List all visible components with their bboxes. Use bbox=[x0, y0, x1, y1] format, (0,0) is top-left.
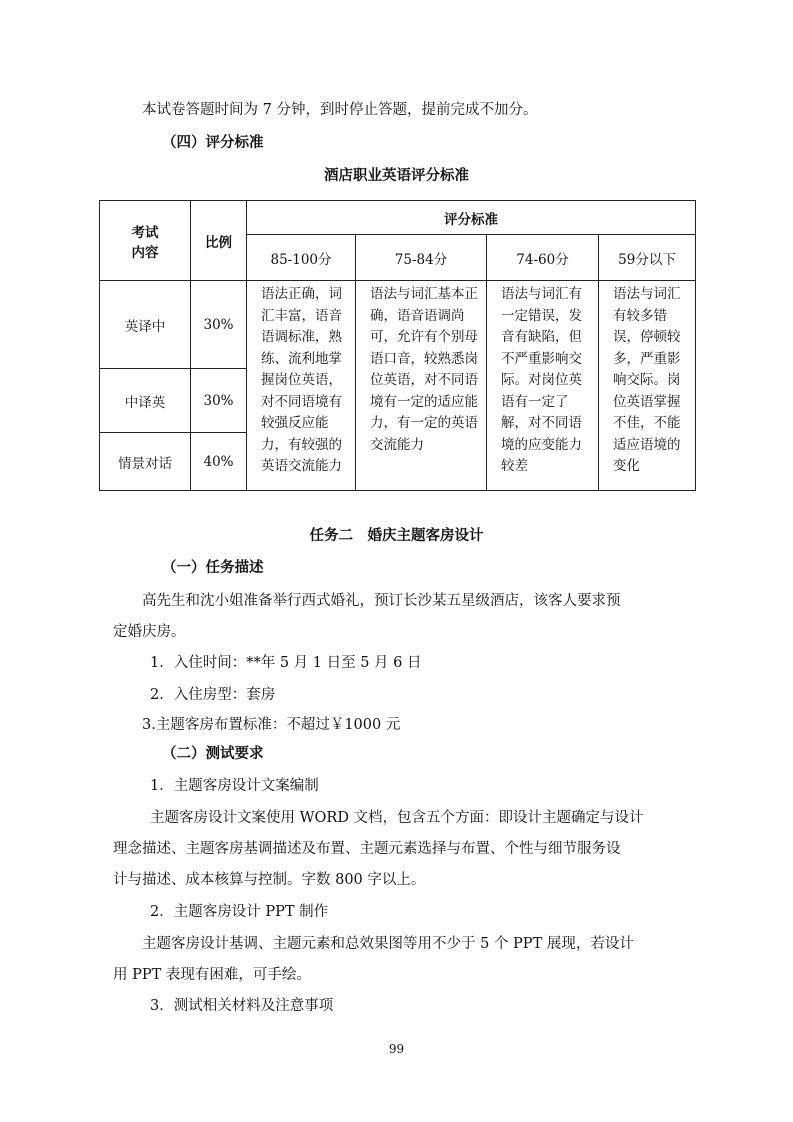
s1-heading: （一）任务描述 bbox=[162, 560, 264, 576]
level-1: 85-100分 bbox=[247, 235, 356, 281]
table-title: 酒店职业英语评分标准 bbox=[324, 168, 469, 184]
row-ratio-1: 30% bbox=[191, 281, 247, 369]
req2-line-2: 用 PPT 表现有困难，可手绘。 bbox=[113, 967, 311, 983]
desc-level-2: 语法与词汇基本正确，语音语调尚可，允许有个别母语口音，较熟悉岗位英语，对不同语境有一定的适应能力，有一定的英语交流能力 bbox=[356, 281, 487, 491]
item-1: 1．入住时间：**年 5 月 1 日至 5 月 6 日 bbox=[150, 655, 422, 671]
desc-level-4: 语法与词汇有较多错误，停顿较多，严重影响交际。岗位英语掌握不佳，不能适应语境的变化 bbox=[599, 281, 696, 491]
level-2: 75-84分 bbox=[356, 235, 487, 281]
section4-heading: （四）评分标准 bbox=[162, 135, 264, 151]
row-ratio-3: 40% bbox=[191, 433, 247, 491]
header-criteria: 评分标准 bbox=[247, 201, 696, 235]
req-1: 1．主题客房设计文案编制 bbox=[150, 778, 319, 794]
header-ratio: 比例 bbox=[191, 201, 247, 281]
row-ratio-2: 30% bbox=[191, 369, 247, 433]
desc-level-3: 语法与词汇有一定错误，发音有缺陷，但不严重影响交际。对岗位英语有一定了解，对不同语境的应变能力较差 bbox=[487, 281, 599, 491]
req1-line-3: 计与描述、成本核算与控制。字数 800 字以上。 bbox=[113, 872, 426, 888]
desc-line-1: 高先生和沈小姐准备举行西式婚礼，预订长沙某五星级酒店，该客人要求预 bbox=[142, 593, 621, 609]
desc-line-2: 定婚庆房。 bbox=[113, 624, 186, 640]
grading-table bbox=[99, 200, 696, 491]
level-4: 59分以下 bbox=[599, 235, 696, 281]
header-content bbox=[100, 201, 191, 281]
req-3: 3．测试相关材料及注意事项 bbox=[150, 998, 334, 1014]
task2-title: 任务二 婚庆主题客房设计 bbox=[309, 528, 484, 544]
desc-level-1: 语法正确，词汇丰富，语音语调标准，熟练、流利地掌握岗位英语，对不同语境有较强反应能力，有较强的英语交流能力 bbox=[247, 281, 356, 491]
intro-line: 本试卷答题时间为 7 分钟，到时停止答题，提前完成不加分。 bbox=[142, 102, 538, 118]
header-content-line1: 考试 bbox=[131, 224, 159, 241]
req-2: 2．主题客房设计 PPT 制作 bbox=[150, 904, 329, 920]
item-3: 3.主题客房布置标准：不超过￥1000 元 bbox=[142, 717, 401, 733]
item-2: 2．入住房型：套房 bbox=[150, 687, 276, 703]
level-3: 74-60分 bbox=[487, 235, 599, 281]
row-content-1: 英译中 bbox=[100, 281, 191, 369]
req1-line-2: 理念描述、主题客房基调描述及布置、主题元素选择与布置、个性与细节服务设 bbox=[113, 841, 621, 857]
s2-heading: （二）测试要求 bbox=[162, 746, 264, 762]
req2-line-1: 主题客房设计基调、主题元素和总效果图等用不少于 5 个 PPT 展现，若设计 bbox=[142, 936, 634, 952]
page-number: 99 bbox=[388, 1042, 405, 1056]
row-content-3: 情景对话 bbox=[100, 433, 191, 491]
req1-line-1: 主题客房设计文案使用 WORD 文档，包含五个方面：即设计主题确定与设计 bbox=[150, 810, 644, 826]
header-content-line2: 内容 bbox=[131, 244, 159, 261]
row-content-2: 中译英 bbox=[100, 369, 191, 433]
